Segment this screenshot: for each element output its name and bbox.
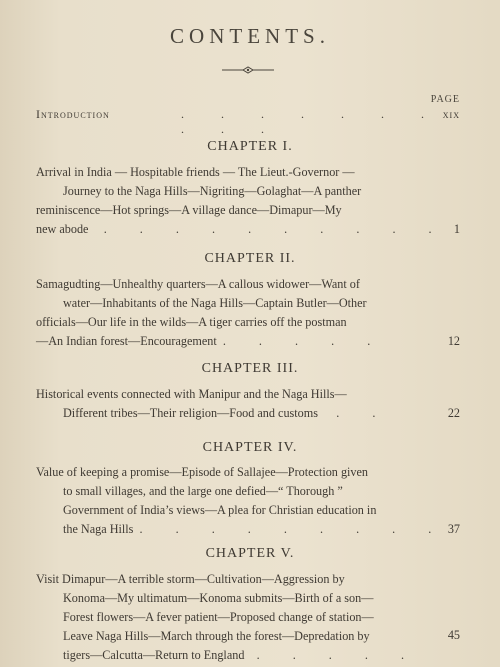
leader-dots: . . . . . xyxy=(222,334,386,348)
entry-line: Arrival in India — Hospitable friends — The Lieut.-Governor — xyxy=(36,165,355,179)
entry-line-text: Different tribes—Their religion—Food and customs xyxy=(63,406,318,420)
leader-dots: . . . . . . . . . . xyxy=(181,107,441,136)
chapter-heading: CHAPTER V. xyxy=(205,546,295,561)
chapter-entry xyxy=(36,163,460,239)
entry-line: Value of keeping a promise—Episode of Sallajee—Protection given xyxy=(36,465,369,479)
chapter-entry xyxy=(36,385,460,423)
leader-dots: . . . . . . . . . . xyxy=(103,222,447,236)
leader-dots: . . xyxy=(336,406,391,420)
chapter-page-number: 22 xyxy=(447,406,460,420)
entry-line-text: the Naga Hills xyxy=(63,522,134,536)
leader-dots: . . . . . xyxy=(256,648,420,662)
chapter-page-number: 1 xyxy=(453,222,460,236)
ornament-divider xyxy=(222,65,274,75)
chapter-entry xyxy=(36,275,460,351)
entry-line: Visit Dimapur—A terrible storm—Cultivation—Aggression by xyxy=(36,572,345,586)
chapter-heading: CHAPTER I. xyxy=(207,139,293,154)
introduction-page: xix xyxy=(442,107,460,121)
entry-line: Historical events connected with Manipur and the Naga Hills— xyxy=(36,387,347,401)
chapter-page-number: 12 xyxy=(447,334,460,348)
entry-line: Journey to the Naga Hills—Nigriting—Golaghat—A panther xyxy=(63,184,362,198)
chapter-heading: CHAPTER III. xyxy=(201,361,299,376)
entry-line xyxy=(36,220,460,239)
chapter-entry xyxy=(36,570,460,665)
entry-line: Konoma—My ultimatum—Konoma submits—Birth of a son— xyxy=(63,591,374,605)
entry-line-text: new abode xyxy=(36,222,89,236)
chapter-page-number: 45 xyxy=(447,628,460,642)
entry-line-text: —An Indian forest—Encouragement xyxy=(36,334,217,348)
chapter-heading: CHAPTER II. xyxy=(204,251,296,266)
entry-line: reminiscence—Hot springs—A village dance—Dimapur—My xyxy=(36,203,342,217)
introduction-entry xyxy=(36,107,460,136)
contents-title: CONTENTS. xyxy=(170,24,330,48)
entry-line: Government of India’s views—A plea for Christian education in xyxy=(63,503,377,517)
chapter-heading: CHAPTER IV. xyxy=(202,440,298,455)
leader-dots: . . . . . . . . . xyxy=(139,522,447,536)
entry-line: Samagudting—Unhealthy quarters—A callous widower—Want of xyxy=(36,277,360,291)
entry-line: Leave Naga Hills—March through the forest—Depredation by xyxy=(63,629,370,643)
entry-line: officials—Our life in the wilds—A tiger carries off the postman xyxy=(36,315,347,329)
entry-line: water—Inhabitants of the Naga Hills—Captain Butler—Other xyxy=(63,296,367,310)
page-column-label: PAGE xyxy=(430,94,460,105)
entry-line: Forest flowers—A fever patient—Proposed change of station— xyxy=(63,610,374,624)
chapter-entry xyxy=(36,463,460,539)
chapter-page-number: 37 xyxy=(447,522,460,536)
entry-line-text: tigers—Calcutta—Return to England xyxy=(63,648,245,662)
introduction-label: Introduction xyxy=(36,107,110,121)
entry-line: to small villages, and the large one defied—“ Thorough ” xyxy=(63,484,343,498)
